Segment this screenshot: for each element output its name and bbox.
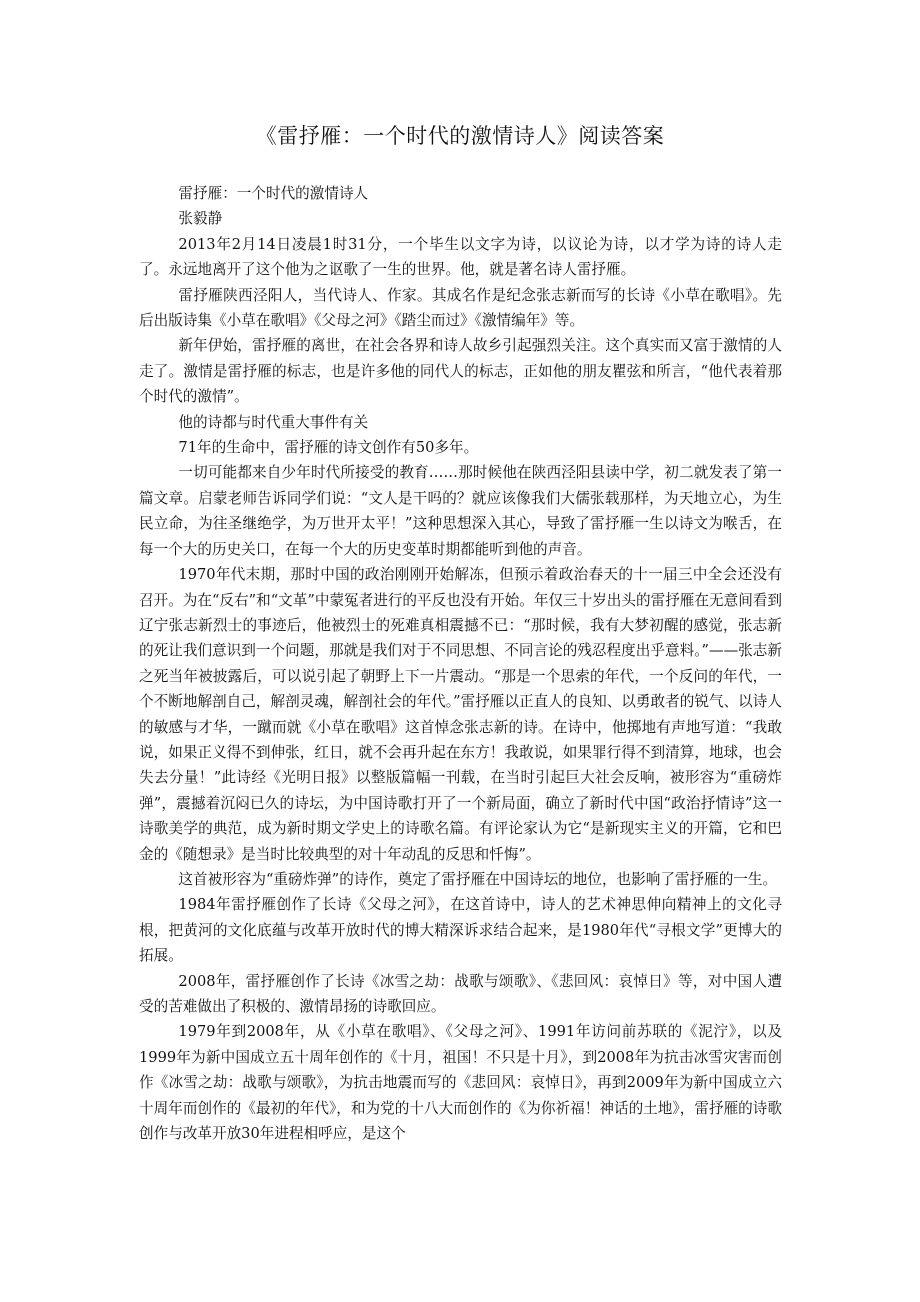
- article-heading: 雷抒雁：一个时代的激情诗人: [178, 185, 369, 202]
- document-body: [139, 181, 782, 1146]
- paragraph: 1970年代末期，那时中国的政治刚刚开始解冻，但预示着政治春天的十一届三中全会还没有召开。为在“反右”和“文革”中蒙冤者进行的平反也没有开始。年仅三十岁出头的雷抒雁在无意间看到辽宁张志新烈士的事迹后，他被烈士的死难真相震撼不已：“那时候，我有大梦初醒的感觉，张志新的死让我们意识到一个问题，那就是我们对于不同思想、不同言论的残忍程度出乎意料。”——张志新之死当年被披露后，可以说引起了朝野上下一片震动。“那是一个思索的年代，一个反问的年代，一个不断地解剖自己，解剖灵魂，解剖社会的年代。”雷抒雁以正直人的良知、以勇敢者的锐气、以诗人的敏感与才华，一蹴而就《小草在歌唱》这首悼念张志新的诗。在诗中，他掷地有声地写道：“我敢说，如果正义得不到伸张，红日，就不会再升起在东方！我敢说，如果罪行得不到清算，地球，也会失去分量！”此诗经《光明日报》以整版篇幅一刊载，在当时引起巨大社会反响，被形容为“重磅炸弹”，震撼着沉闷已久的诗坛，为中国诗歌打开了一个新局面，确立了新时代中国“政治抒情诗”这一诗歌美学的典范，成为新时期文学史上的诗歌名篇。有评论家认为它“是新现实主义的开篇，它和巴金的《随想录》是当时比较典型的对十年动乱的反思和忏悔”。: [139, 566, 782, 863]
- paragraph: 雷抒雁陕西泾阳人，当代诗人、作家。其成名作是纪念张志新而写的长诗《小草在歌唱》。先后出版诗集《小草在歌唱》《父母之河》《踏尘而过》《激情编年》等。: [139, 286, 782, 330]
- paragraph: 新年伊始，雷抒雁的离世，在社会各界和诗人故乡引起强烈关注。这个真实而又富于激情的人走了。激情是雷抒雁的标志，也是许多他的同代人的标志，正如他的朋友瞿弦和所言，“他代表着那个时代的激情”。: [139, 337, 782, 406]
- paragraph: 1984年雷抒雁创作了长诗《父母之河》，在这首诗中，诗人的艺术神思伸向精神上的文化寻根，把黄河的文化底蕴与改革开放时代的博大精深诉求结合起来，是1980年代“寻根文学”更博大的拓展。: [139, 896, 782, 965]
- section-heading: 他的诗都与时代重大事件有关: [178, 413, 369, 431]
- paragraph: 2008年，雷抒雁创作了长诗《冰雪之劫：战歌与颂歌》、《悲回风：哀悼日》等，对中国人遭受的苦难做出了积极的、激情昂扬的诗歌回应。: [139, 972, 782, 1015]
- paragraph: 2013年2月14日凌晨1时31分，一个毕生以文字为诗，以议论为诗，以才学为诗的诗人走了。永远地离开了这个他为之讴歌了一生的世界。他，就是著名诗人雷抒雁。: [139, 235, 782, 279]
- paragraph: 1979年到2008年，从《小草在歌唱》、《父母之河》、1991年访问前苏联的《泥泞》，以及1999年为新中国成立五十周年创作的《十月，祖国！不只是十月》，到2008年为抗击冰雪灾害而创作《冰雪之劫：战歌与颂歌》，为抗击地震而写的《悲回风：哀悼日》，再到2009年为新中国成立六十周年而创作的《最初的年代》，和为党的十八大而创作的《为你祈福！神话的土地》，雷抒雁的诗歌创作与改革开放30年进程相呼应，是这个: [139, 1023, 782, 1143]
- paragraph: 一切可能都来自少年时代所接受的教育……那时候他在陕西泾阳县读中学，初二就发表了第一篇文章。启蒙老师告诉同学们说：“文人是干吗的？就应该像我们大儒张载那样，为天地立心，为生民立命，为往圣继绝学，为万世开太平！”这种思想深入其心，导致了雷抒雁一生以诗文为喉舌，在每一个大的历史关口，在每一个大的历史变革时期都能听到他的声音。: [139, 464, 782, 558]
- paragraph: 71年的生命中，雷抒雁的诗文创作有50多年。: [178, 439, 479, 457]
- document-title: 《雷抒雁：一个时代的激情诗人》阅读答案: [255, 124, 665, 148]
- paragraph: 这首被形容为“重磅炸弹”的诗作，奠定了雷抒雁在中国诗坛的地位，也影响了雷抒雁的一生。: [178, 870, 778, 888]
- article-author: 张毅静: [178, 210, 223, 228]
